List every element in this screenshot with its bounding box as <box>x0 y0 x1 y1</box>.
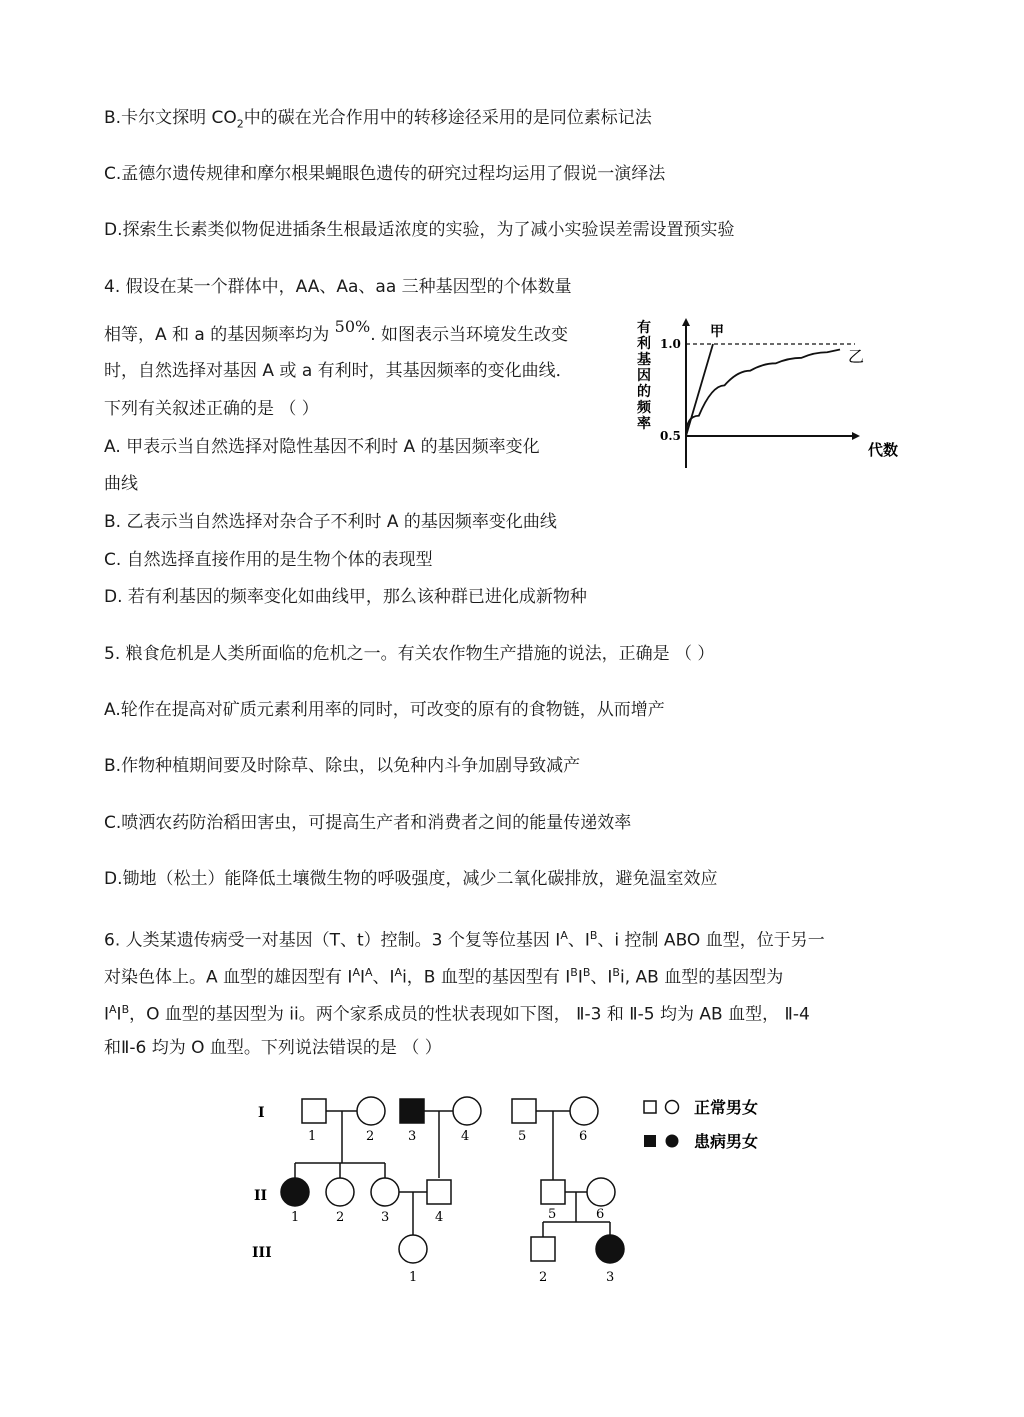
q6-stem-line3: $I^AI^B$，O 血型的基因型为 ii。两个家系成员的性状表现如下图， Ⅱ-3 和 Ⅱ-5 均为 AB 血型， Ⅱ-4 <box>104 1003 810 1025</box>
q4-stem-line2: 相等，A 和 a 的基因频率均为 50%. 如图表示当环境发生改变 <box>104 317 569 345</box>
svg-text:有利基因的频率: 有利基因的频率 <box>637 320 651 432</box>
q6-stem-line2: 对染色体上。A 血型的雄因型有 $I^AI^A$、$I^Ai$，B 血型的基因型有 $I^BI^B$、$I^Bi$, AB 血型的基因型为 <box>104 966 784 988</box>
q6-stem-line4: 和Ⅱ-6 均为 O 血型。下列说法错误的是 （ ） <box>104 1038 442 1058</box>
generation-label-iii: III <box>252 1245 272 1261</box>
f1-ii1-num: 1 <box>291 1210 300 1225</box>
f2-i5-male <box>512 1099 536 1123</box>
f2-iii2-male <box>531 1237 555 1261</box>
legend-normal-male-icon <box>644 1101 656 1113</box>
q5-option-a: A.轮作在提高对矿质元素利用率的同时，可改变的原有的食物链，从而增产 <box>104 700 665 720</box>
f1-i1-num: 1 <box>308 1129 317 1144</box>
x-axis-arrow <box>852 432 860 440</box>
series-label-yi: 乙 <box>848 347 865 366</box>
legend-affected-female-icon <box>666 1135 679 1148</box>
f1-iii1-num: 1 <box>409 1270 418 1285</box>
f1-i1-male <box>302 1099 326 1123</box>
f2-ii6-num: 6 <box>596 1207 605 1222</box>
q3-option-c: C.孟德尔遗传规律和摩尔根果蝇眼色遗传的研究过程均运用了假说一演绎法 <box>104 164 666 184</box>
q3-option-d: D.探索生长素类似物促进插条生根最适浓度的实验，为了减小实验误差需设置预实验 <box>104 220 735 240</box>
f1-ii4-num: 4 <box>435 1210 444 1225</box>
q4-stem-line4: 下列有关叙述正确的是 （ ） <box>104 399 319 419</box>
f2-i6-female <box>570 1097 598 1125</box>
f1-i2-num: 2 <box>366 1129 375 1144</box>
series-line-yi <box>686 350 840 436</box>
q4-option-d: D. 若有利基因的频率变化如曲线甲，那么该种群已进化成新物种 <box>104 587 587 607</box>
generation-label-i: I <box>258 1105 265 1121</box>
legend-normal-female-icon <box>666 1101 679 1114</box>
series-line-jia <box>686 344 713 436</box>
f1-ii3-female <box>371 1178 399 1206</box>
q4-option-b: B. 乙表示当自然选择对杂合子不利时 A 的基因频率变化曲线 <box>104 512 557 532</box>
q5-option-d: D.锄地（松土）能降低土壤微生物的呼吸强度，减少二氧化碳排放，避免温室效应 <box>104 869 718 889</box>
q3-option-b: B.卡尔文探明 $CO_2$中的碳在光合作用中的转移途径采用的是同位素标记法 <box>104 108 652 131</box>
q4-option-c: C. 自然选择直接作用的是生物个体的表现型 <box>104 550 433 570</box>
f1-ii4-male <box>427 1180 451 1204</box>
q4-stem-line3: 时，自然选择对基因 A 或 a 有利时，其基因频率的变化曲线． <box>104 361 573 381</box>
f1-i4-num: 4 <box>461 1129 470 1144</box>
gene-frequency-chart <box>630 318 920 468</box>
f1-ii2-num: 2 <box>336 1210 345 1225</box>
f1-i2-female <box>357 1097 385 1125</box>
legend-affected-label: 患病男女 <box>694 1132 759 1151</box>
y-tick-bottom: 0.5 <box>660 429 681 443</box>
series-label-jia: 甲 <box>710 324 724 340</box>
f1-ii3-num: 3 <box>381 1210 390 1225</box>
q4-option-a-line2: 曲线 <box>104 474 138 494</box>
y-tick-top: 1.0 <box>660 337 681 351</box>
f1-i3-num: 3 <box>408 1129 417 1144</box>
q4-option-a-line1: A. 甲表示当自然选择对隐性基因不利时 A 的基因频率变化 <box>104 437 540 457</box>
x-axis-title: 代数 <box>868 441 899 459</box>
legend-affected-male-icon <box>644 1135 656 1147</box>
q5-option-c: C.喷洒农药防治稻田害虫，可提高生产者和消费者之间的能量传递效率 <box>104 813 632 833</box>
f1-iii1-female <box>399 1235 427 1263</box>
q5-stem: 5. 粮食危机是人类所面临的危机之一。有关农作物生产措施的说法，正确是 （ ） <box>104 644 715 664</box>
legend-normal-label: 正常男女 <box>694 1098 759 1117</box>
q5-option-b: B.作物种植期间要及时除草、除虫，以免种内斗争加剧导致减产 <box>104 756 581 776</box>
generation-label-ii: II <box>254 1188 268 1204</box>
f1-i3-male-affected <box>400 1099 424 1123</box>
legend <box>644 1098 758 1151</box>
y-axis-title <box>637 319 652 432</box>
f2-ii6-female <box>587 1178 615 1206</box>
f2-ii5-male <box>541 1180 565 1204</box>
q4-stem-line1: 4. 假设在某一个群体中，AA、Aa、aa 三种基因型的个体数量 <box>104 277 572 297</box>
percent-value: 50% <box>334 317 371 336</box>
f1-i4-female <box>453 1097 481 1125</box>
f2-iii3-num: 3 <box>606 1270 615 1285</box>
f1-ii1-female-affected <box>281 1178 309 1206</box>
pedigree-diagram <box>240 1085 800 1295</box>
f2-iii3-female-affected <box>596 1235 624 1263</box>
f2-i5-num: 5 <box>518 1129 527 1144</box>
f2-ii5-num: 5 <box>548 1207 557 1222</box>
f2-i6-num: 6 <box>579 1129 588 1144</box>
y-axis-arrow <box>682 318 690 326</box>
q6-stem-line1: 6. 人类某遗传病受一对基因（T、t）控制。3 个复等位基因 $I^A$、$I^B$、i 控制 ABO 血型，位于另一 <box>104 929 825 951</box>
f1-ii2-female <box>326 1178 354 1206</box>
f2-iii2-num: 2 <box>539 1270 548 1285</box>
